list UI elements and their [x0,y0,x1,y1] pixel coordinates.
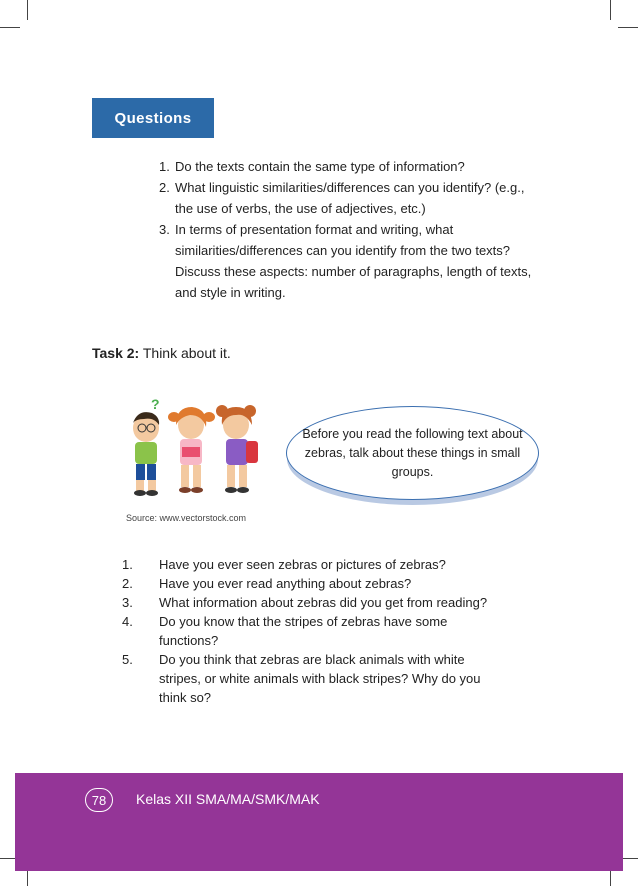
crop-mark [27,0,28,20]
page-number: 78 [85,788,113,812]
list-item-number: 2. [122,576,133,591]
list-item-number: 3. [122,595,133,610]
list-item [122,574,542,593]
list-item [122,650,542,707]
list-item-number: 4. [122,614,133,629]
zebra-questions-list [122,555,542,707]
list-item [122,555,542,574]
list-item-text: In terms of presentation format and writing, what similarities/differences can you identify from the two texts? Discuss these aspects: number of paragraphs, length of texts, and style in writing. [175,222,532,300]
list-item [122,612,542,650]
speech-bubble-text: Before you read the following text about zebras, talk about these things in small groups. [302,426,523,479]
list-item-number: 1. [122,557,133,572]
list-item [159,156,539,177]
list-item-text: Have you ever read anything about zebras? [159,576,412,591]
list-item [122,593,542,612]
crop-mark [0,27,20,28]
questions-list [159,156,539,303]
list-item-text: Do the texts contain the same type of information? [175,159,465,174]
list-item [159,177,539,219]
page-footer-band [15,773,623,871]
list-item-number: 5. [122,652,133,667]
footer-book-title: Kelas XII SMA/MA/SMK/MAK [136,791,320,807]
question-mark-icon: ? [151,396,160,412]
task-heading [92,345,231,361]
image-source-caption: Source: www.vectorstock.com [126,513,247,523]
crop-mark [610,0,611,20]
task-label: Task 2: [92,345,140,361]
crop-mark [618,27,638,28]
list-item-text: What information about zebras did you get from reading? [159,595,488,610]
questions-heading-label: Questions [114,109,192,127]
list-item-number: 3. [159,222,170,237]
speech-bubble [286,406,539,500]
list-item [159,219,539,303]
list-item-text: Have you ever seen zebras or pictures of zebras? [159,557,446,572]
list-item-text: What linguistic similarities/differences can you identify? (e.g., the use of verbs, the use of adjectives, etc.) [175,180,525,216]
questions-heading [92,98,214,138]
task-title: Think about it. [139,345,231,361]
list-item-text: Do you know that the stripes of zebras have some functions? [159,614,448,648]
children-illustration [118,395,268,500]
list-item-text: Do you think that zebras are black animals with white stripes, or white animals with black stripes? Why do you think so? [159,652,481,705]
list-item-number: 2. [159,180,170,195]
list-item-number: 1. [159,159,170,174]
